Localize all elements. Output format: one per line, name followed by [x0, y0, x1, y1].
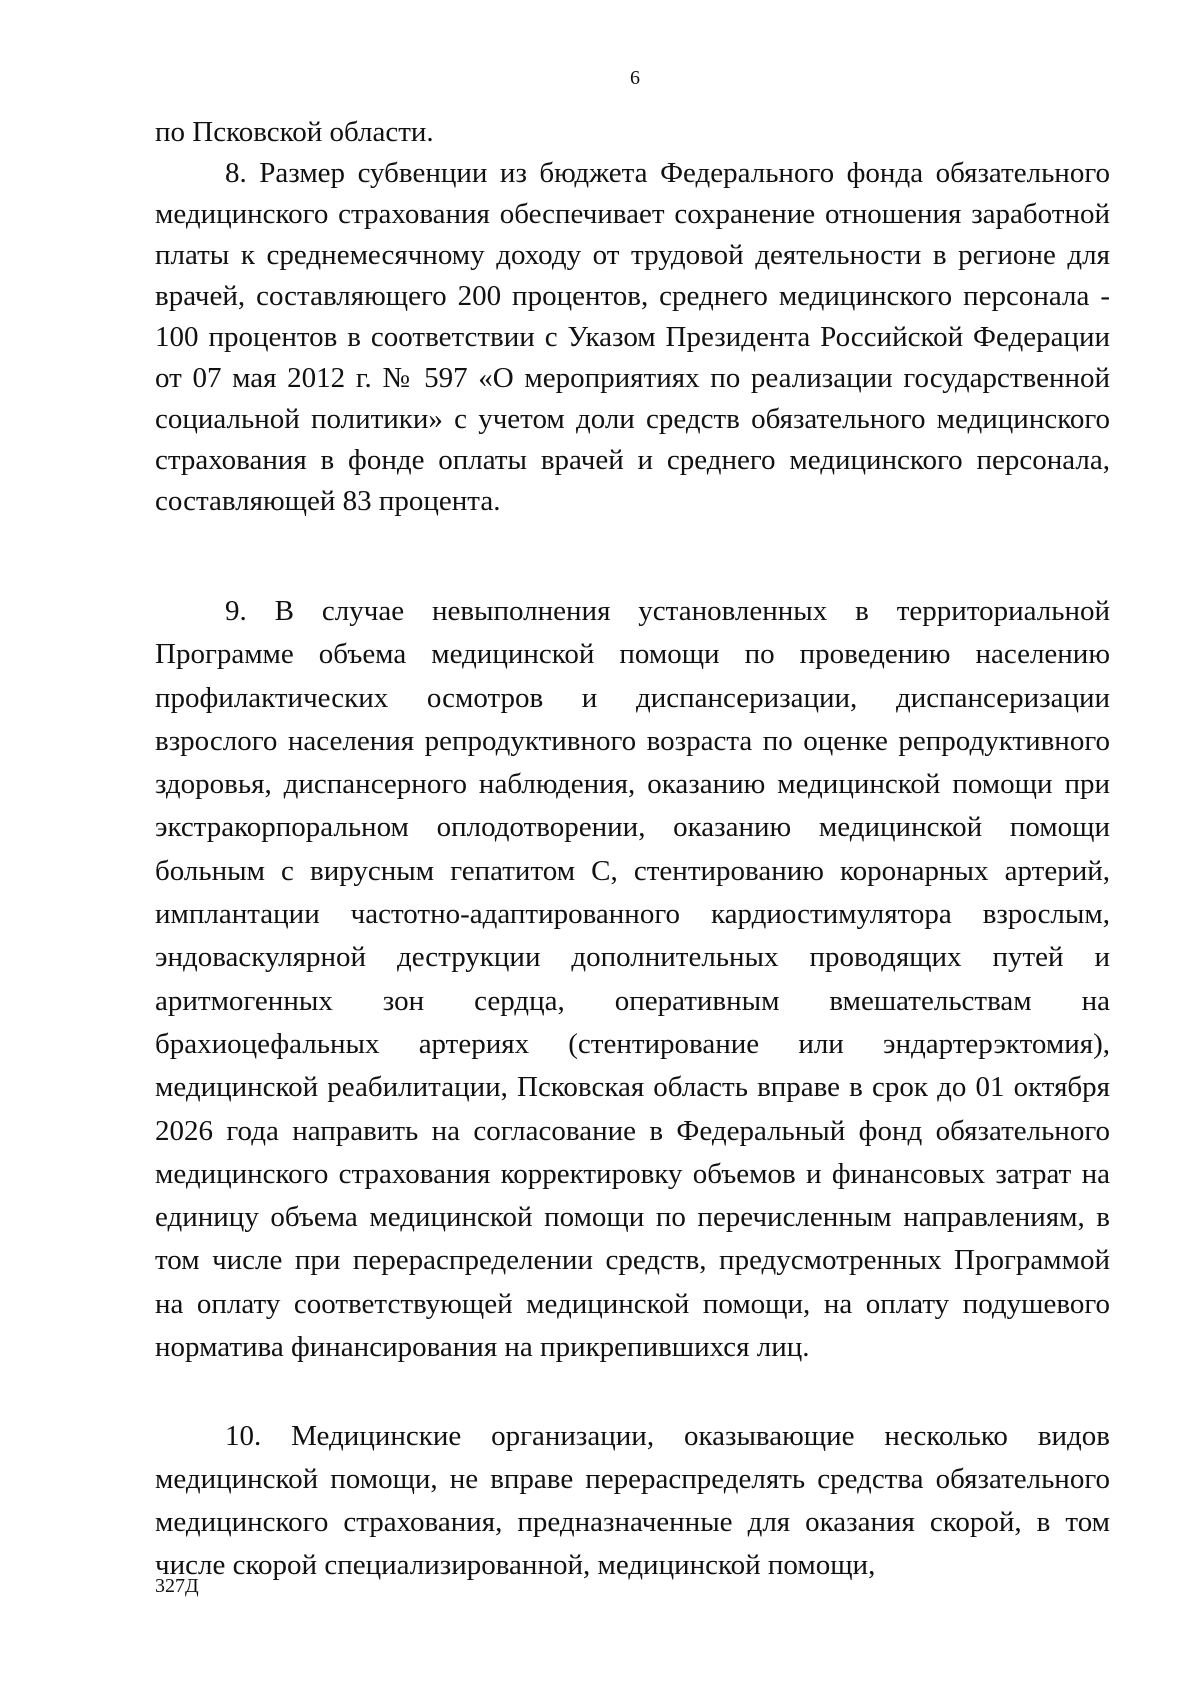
document-body-middle [155, 590, 1110, 1369]
fragment-continuation: по Псковской области. [155, 116, 434, 148]
document-code: 327Д [155, 1575, 199, 1597]
paragraph-9: 9. В случае невыполнения установленных в территориальной Программе объема медицинской помощи по проведению населению профилактических осмотров и диспансеризации, диспансеризации взрослого населения репродуктивного возраста по оценке репродуктивного здоровья, диспансерного наблюдения, оказанию медицинской помощи при экстракорпоральном оплодотворении, оказанию медицинской помощи больным с вирусным гепатитом С, стентированию коронарных артерий, имплантации частотно-адаптированного кардиостимулятора взрослым, эндоваскулярной деструкции дополнительных проводящих путей и аритмогенных зон сердца, оперативным вмешательствам на брахиоцефальных артериях (стентирование или эндартерэктомия), медицинской реабилитации, Псковская область вправе в срок до 01 октября 2026 года направить на согласование в Федеральный фонд обязательного медицинского страхования корректировку объемов и финансовых затрат на единицу объема медицинской помощи по перечисленным направлениям, в том числе при перераспределении средств, предусмотренных Программой на оплату соответствующей медицинской помощи, на оплату подушевого норматива финансирования на прикрепившихся лиц. [155, 595, 1110, 1364]
document-body-bottom [155, 1415, 1110, 1587]
paragraph-8: 8. Размер субвенции из бюджета Федерального фонда обязательного медицинского страхования обеспечивает сохранение отношения заработной платы к среднемесячному доходу от трудовой деятельности в регионе для врачей, составляющего 200 процентов, среднего медицинского персонала - 100 процентов в соответствии с Указом Президента Российской Федерации от 07 мая 2012 г. № 597 «О мероприятиях по реализации государственной социальной политики» с учетом доли средств обязательного медицинского страхования в фонде оплаты врачей и среднего медицинского персонала, составляющей 83 процента. [155, 157, 1110, 517]
paragraph-10: 10. Медицинские организации, оказывающие несколько видов медицинской помощи, не вправе перераспределять средства обязательного медицинского страхования, предназначенные для оказания скорой, в том числе скорой специализированной, медицинской помощи, [155, 1420, 1110, 1581]
page-number: 6 [630, 67, 640, 89]
document-body-top [155, 112, 1110, 522]
